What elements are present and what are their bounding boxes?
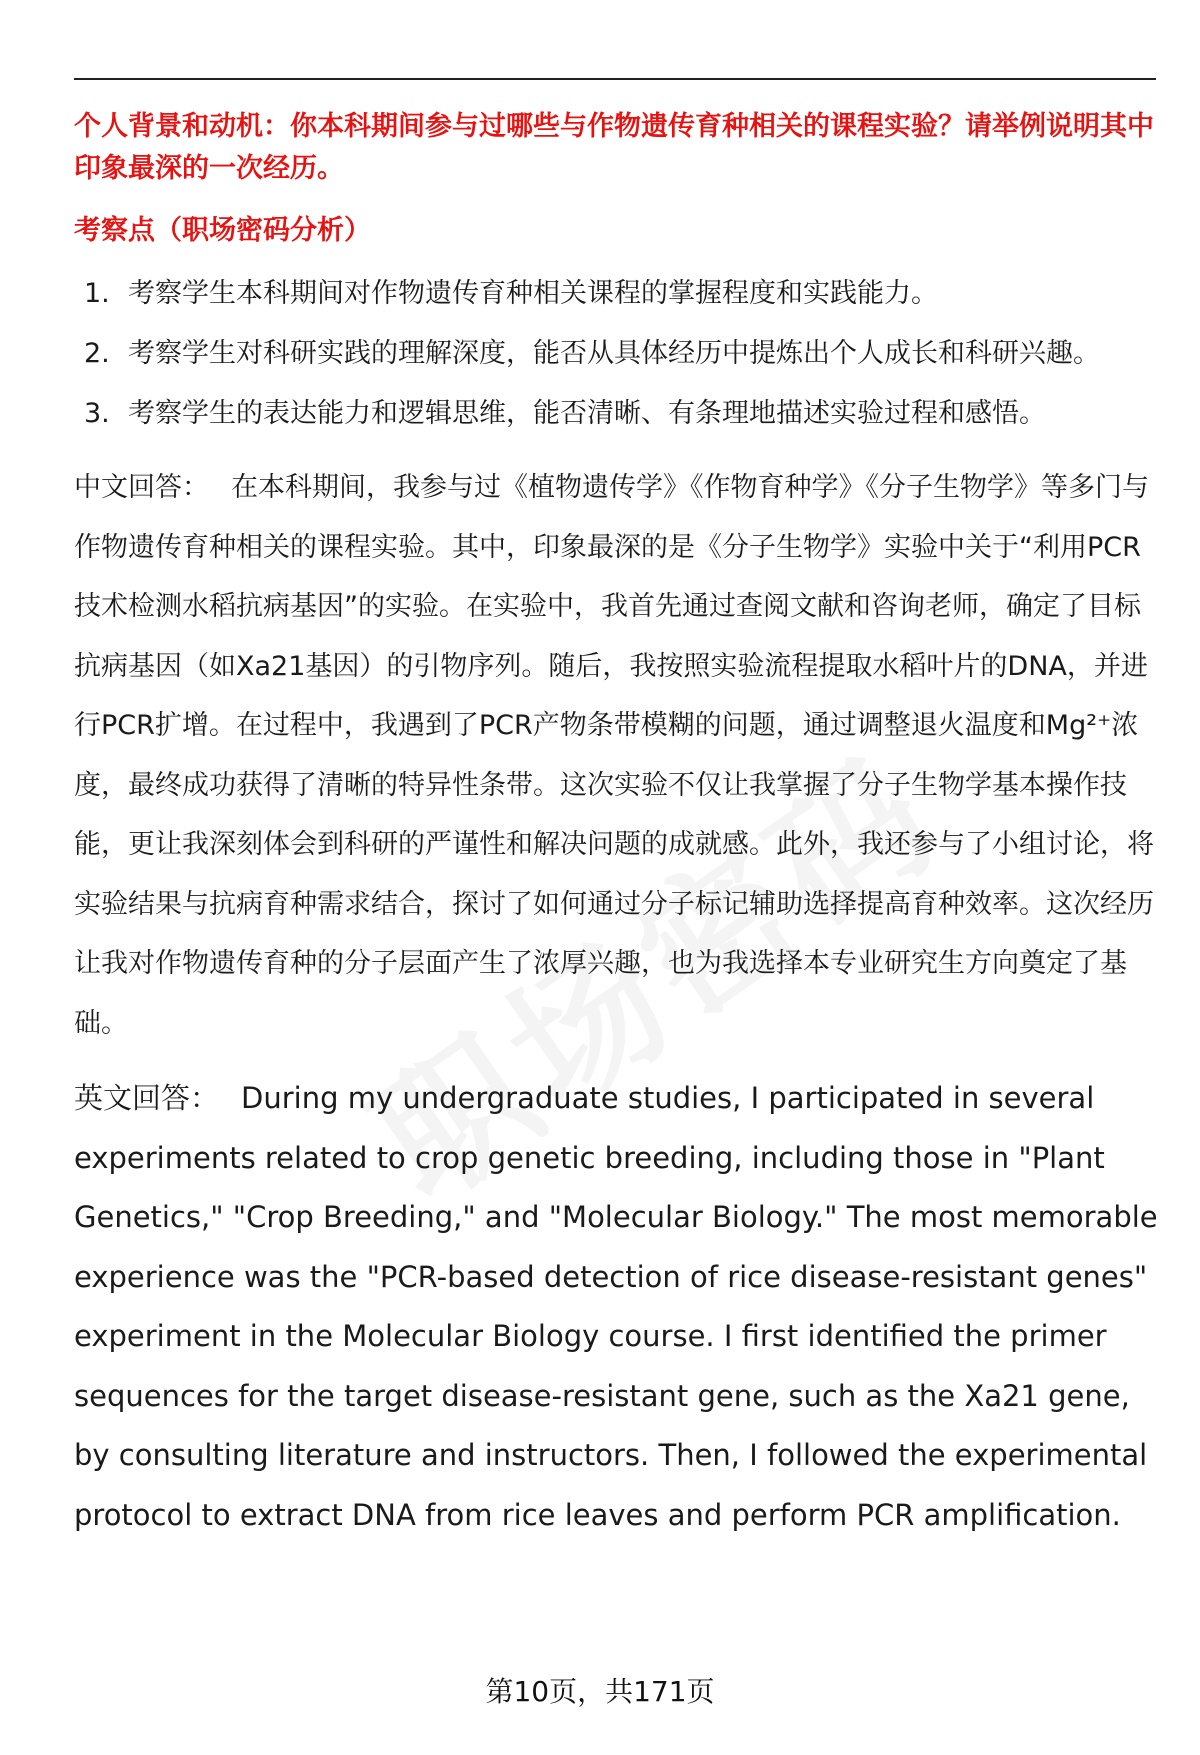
list-item-text: 考察学生对科研实践的理解深度，能否从具体经历中提炼出个人成长和科研兴趣。 xyxy=(128,338,1100,369)
list-item-number: 3. xyxy=(84,398,110,429)
list-item xyxy=(74,384,1158,444)
header-divider xyxy=(74,78,1156,80)
list-item xyxy=(74,324,1158,384)
list-item-text: 考察学生本科期间对作物遗传育种相关课程的掌握程度和实践能力。 xyxy=(128,278,938,309)
english-answer-label: 英文回答： xyxy=(74,1081,220,1115)
page-number: 第10页，共171页 xyxy=(485,1675,715,1708)
assessment-list xyxy=(74,264,1158,444)
assessment-heading: 考察点（职场密码分析） xyxy=(74,215,371,246)
english-answer-text: During my undergraduate studies, I participated in several experiments related to crop genetic breeding, including those in "Plant Genetics," "Crop Breeding," and "Molecular Biology." The most memorable experience was the "PCR-based detection of rice disease-resistant genes" experiment in the Molecular Biology course. I first identified the primer sequences for the target disease-resistant gene, such as the Xa21 gene, by consulting literature and instructors. Then, I followed the experimental protocol to extract DNA from rice leaves and perform PCR amplification. xyxy=(74,1081,1158,1532)
list-item-number: 2. xyxy=(84,338,110,369)
list-item xyxy=(74,264,1158,324)
english-answer xyxy=(74,1069,1158,1545)
chinese-answer-text: 在本科期间，我参与过《植物遗传学》《作物育种学》《分子生物学》等多门与作物遗传育种相关的课程实验。其中，印象最深的是《分子生物学》实验中关于“利用PCR技术检测水稻抗病基因”的实验。在实验中，我首先通过查阅文献和咨询老师，确定了目标抗病基因（如Xa21基因）的引物序列。随后，我按照实验流程提取水稻叶片的DNA，并进行PCR扩增。在过程中，我遇到了PCR产物条带模糊的问题，通过调整退火温度和Mg²⁺浓度，最终成功获得了清晰的特异性条带。这次实验不仅让我掌握了分子生物学基本操作技能，更让我深刻体会到科研的严谨性和解决问题的成就感。此外，我还参与了小组讨论，将实验结果与抗病育种需求结合，探讨了如何通过分子标记辅助选择提高育种效率。这次经历让我对作物遗传育种的分子层面产生了浓厚兴趣，也为我选择本专业研究生方向奠定了基础。 xyxy=(74,472,1154,1039)
question-text: 个人背景和动机：你本科期间参与过哪些与作物遗传育种相关的课程实验？请举例说明其中印象最深的一次经历。 xyxy=(74,111,1154,184)
list-item-number: 1. xyxy=(84,278,110,309)
chinese-answer xyxy=(74,458,1158,1053)
list-item-text: 考察学生的表达能力和逻辑思维，能否清晰、有条理地描述实验过程和感悟。 xyxy=(128,398,1046,429)
page-content xyxy=(74,106,1158,1545)
chinese-answer-label: 中文回答： xyxy=(74,472,209,503)
